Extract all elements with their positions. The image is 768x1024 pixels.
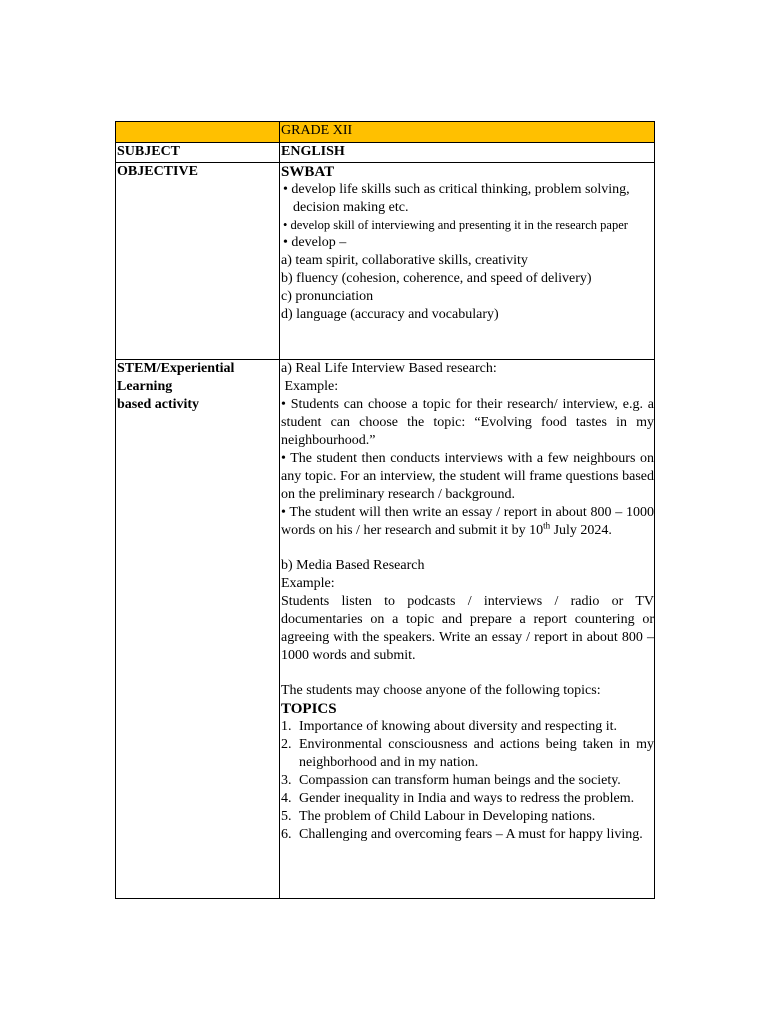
topic-item-1 (281, 718, 654, 736)
part-b-text: Students listen to podcasts / interviews / radio or TV documentaries on a topic and prepare a report countering or agreeing with the speakers. Write an essay / report in about 800 – 1000 words and submit. (281, 594, 654, 663)
part-a-example: Example: (281, 379, 339, 394)
grade-header-row (116, 122, 655, 143)
part-b-title: b) Media Based Research (281, 558, 425, 573)
activity-label-line-1: STEM/Experiential (117, 361, 235, 376)
objective-sub-item-b: b) fluency (cohesion, coherence, and speed of delivery) (281, 271, 592, 286)
objective-bullet-1: • develop life skills such as critical thinking, problem solving, decision making etc. (283, 182, 630, 215)
part-a-point-2: • The student then conducts interviews with a few neighbours on any topic. For an interview, the student will frame questions based on the preliminary research / background. (281, 451, 654, 502)
topic-text: Compassion can transform human beings and the society. (299, 773, 621, 788)
part-a-point-1: • Students can choose a topic for their research/ interview, e.g. a student can choose the topic: “Evolving food tastes in my neighbourhood.” (281, 397, 654, 448)
objective-row (116, 163, 655, 360)
part-b-example: Example: (281, 576, 335, 591)
objective-sub-item-c: c) pronunciation (281, 289, 374, 304)
choose-topics-text: The students may choose anyone of the following topics: (281, 683, 601, 698)
objective-bullet-3: • develop – (283, 235, 347, 250)
activity-content (280, 360, 655, 899)
topic-number: 6. (281, 827, 292, 842)
topic-text: Gender inequality in India and ways to redress the problem. (299, 791, 635, 806)
topic-text: Challenging and overcoming fears – A must for happy living. (299, 827, 643, 842)
topic-number: 3. (281, 773, 292, 788)
activity-row (116, 360, 655, 899)
topic-text: Environmental consciousness and actions being taken in my neighborhood and in my nation. (299, 737, 654, 770)
lesson-plan-table (115, 121, 655, 899)
part-a-title: a) Real Life Interview Based research: (281, 361, 497, 376)
topic-item-4 (281, 790, 654, 808)
topic-text: Importance of knowing about diversity and respecting it. (299, 719, 618, 734)
topic-number: 4. (281, 791, 292, 806)
subject-label: SUBJECT (116, 143, 280, 163)
part-a-point-3: • The student will then write an essay / report in about 800 – 1000 words on his / her research and submit it by 10th July 2024. (281, 505, 654, 538)
subject-value: ENGLISH (280, 143, 655, 163)
objective-label: OBJECTIVE (116, 163, 280, 360)
activity-label (116, 360, 280, 899)
topic-item-5 (281, 808, 654, 826)
grade-header-empty-cell (116, 122, 280, 143)
topics-heading: TOPICS (281, 701, 337, 717)
topic-number: 1. (281, 719, 292, 734)
topic-item-2 (281, 736, 654, 772)
subject-row (116, 143, 655, 163)
topic-text: The problem of Child Labour in Developing nations. (299, 809, 596, 824)
swbat-heading: SWBAT (281, 164, 335, 180)
activity-label-line-3: based activity (117, 397, 200, 412)
objective-sub-item-a: a) team spirit, collaborative skills, creativity (281, 253, 528, 268)
topic-item-6 (281, 826, 654, 844)
topics-list (281, 718, 654, 844)
objective-bullet-2: • develop skill of interviewing and presenting it in the research paper (283, 218, 628, 232)
topic-number: 2. (281, 737, 292, 752)
topic-number: 5. (281, 809, 292, 824)
activity-label-line-2: Learning (117, 379, 173, 394)
objective-content (280, 163, 655, 360)
grade-cell: GRADE XII (280, 122, 655, 143)
objective-sub-item-d: d) language (accuracy and vocabulary) (281, 307, 499, 322)
topic-item-3 (281, 772, 654, 790)
